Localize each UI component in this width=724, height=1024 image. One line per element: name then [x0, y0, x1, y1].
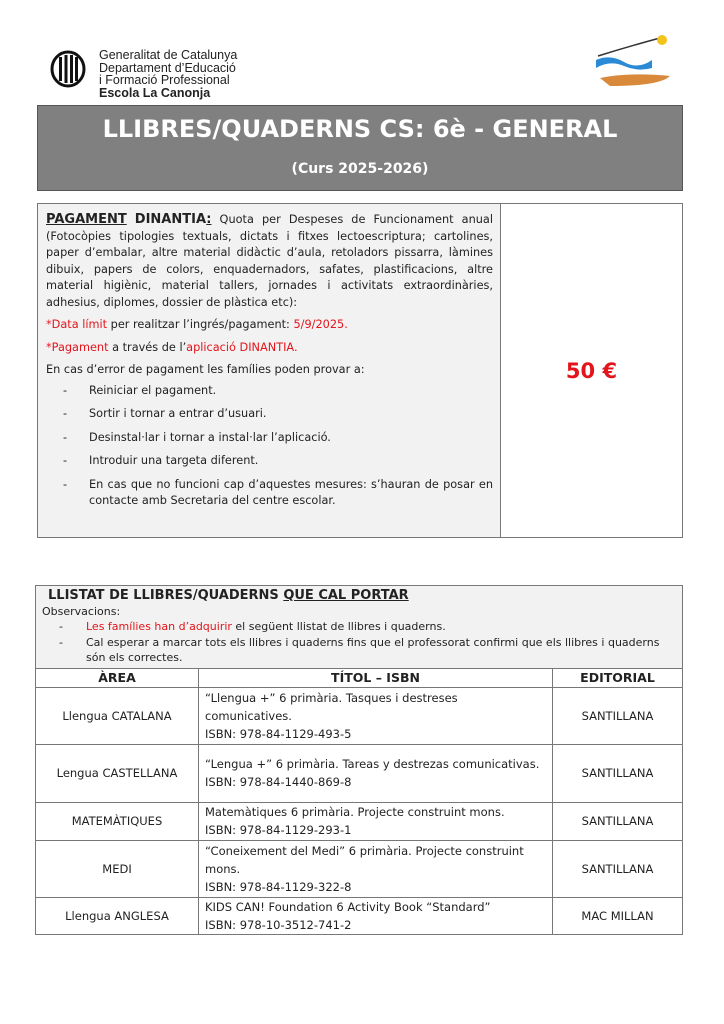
list-item: - Desinstal·lar i tornar a instal·lar l’aplicació. — [46, 430, 493, 447]
obs-red: Les famílies han d’adquirir — [86, 620, 232, 633]
cell-area: Llengua ANGLESA — [36, 897, 199, 934]
payment-amount: 50 € — [565, 358, 618, 383]
cell-title — [199, 840, 553, 897]
list-item: - Cal esperar a marcar tots els llibres i quaderns fins que el professorat confirmi que els llibres i quaderns són els correctes. — [42, 635, 676, 666]
cell-title — [199, 687, 553, 744]
cell-title — [199, 802, 553, 840]
list-item: - Sortir i tornar a entrar d’usuari. — [46, 406, 493, 423]
books-header — [36, 586, 683, 669]
payment-heading-dinantia: DINANTIA — [134, 212, 207, 227]
payment-section — [37, 203, 683, 538]
method-text: a través de l’ — [108, 340, 187, 354]
errors-list — [46, 383, 493, 510]
table-header — [36, 668, 683, 687]
cell-area: MATEMÀTIQUES — [36, 802, 199, 840]
table-row — [36, 840, 683, 897]
errors-intro: En cas d’error de pagament les famílies poden provar a: — [46, 363, 365, 376]
table-row — [36, 897, 683, 934]
cell-editorial: MAC MILLAN — [553, 897, 683, 934]
payment-method — [46, 340, 493, 357]
book-title: KIDS CAN! Foundation 6 Activity Book “Standard” — [205, 899, 491, 914]
deadline-date: 5/9/2025. — [293, 318, 348, 331]
list-item: - Introduir una targeta diferent. — [46, 453, 493, 470]
table-row — [36, 744, 683, 802]
observations-list — [42, 619, 676, 666]
generalitat-logo — [50, 50, 86, 88]
course-year: (Curs 2025-2026) — [291, 161, 429, 177]
school-name: Escola La Canonja — [99, 85, 211, 100]
deadline-text: per realitzar l’ingrés/pagament: — [107, 318, 294, 331]
payment-details — [38, 204, 501, 537]
book-title: “Coneixement del Medi” 6 primària. Projecte construint mons. — [205, 843, 524, 876]
cell-area: Llengua CATALANA — [36, 687, 199, 744]
book-isbn: ISBN: 978-10-3512-741-2 — [205, 917, 352, 932]
list-item: - En cas que no funcioni cap d’aquestes mesures: s’hauran de posar en contacte amb Secretaria del centre escolar. — [46, 477, 493, 510]
book-title: Matemàtiques 6 primària. Projecte construint mons. — [205, 805, 505, 819]
deadline-label: *Data límit — [46, 318, 108, 331]
book-isbn: ISBN: 978-84-1440-869-8 — [205, 775, 352, 789]
page-title: LLIBRES/QUADERNS CS: 6è - GENERAL — [102, 115, 618, 143]
column-header: EDITORIAL — [553, 668, 683, 687]
org-line: Generalitat de Catalunya — [99, 48, 238, 62]
obs-text: el següent llistat de llibres i quaderns. — [231, 620, 446, 633]
column-header: ÀREA — [36, 668, 199, 687]
book-title: “Llengua +” 6 primària. Tasques i destreses comunicatives. — [205, 690, 458, 723]
book-isbn: ISBN: 978-84-1129-322-8 — [205, 879, 352, 894]
org-line: i Formació Professional — [99, 73, 230, 87]
column-header: TÍTOL – ISBN — [199, 668, 553, 687]
cell-editorial: SANTILLANA — [553, 687, 683, 744]
cell-title — [199, 897, 553, 934]
cell-editorial: SANTILLANA — [553, 802, 683, 840]
method-label: *Pagament — [46, 340, 109, 354]
organization-name — [99, 49, 237, 99]
book-isbn: ISBN: 978-84-1129-493-5 — [205, 726, 352, 741]
heading-underlined: QUE CAL PORTAR — [283, 588, 409, 603]
school-logo — [590, 34, 676, 90]
method-app: aplicació DINANTIA. — [186, 340, 298, 354]
cell-area: Lengua CASTELLANA — [36, 744, 199, 802]
book-isbn: ISBN: 978-84-1129-293-1 — [205, 823, 352, 837]
description-text: Quota per Despeses de Funcionament anual (Fotocòpies tipologies textuals, dictats i fitxes lectoescriptura; cartolines, paper d’embalar, altre material didàctic d’aula, retoladors pissarra, làmines dibuix, papers de colors, enquadernadors, safates, plastificacions, altre material higiènic, material tallers, jornades i activitats extraordinàries, adhesius, diplomes, dossier de plàstica etc): — [46, 213, 493, 309]
table-row — [36, 687, 683, 744]
table-row — [36, 802, 683, 840]
observations-label: Observacions: — [42, 604, 121, 618]
books-heading — [42, 588, 676, 604]
payment-heading: PAGAMENT — [46, 212, 127, 227]
books-table — [35, 585, 683, 935]
cell-editorial: SANTILLANA — [553, 840, 683, 897]
cell-title — [199, 744, 553, 802]
cell-area: MEDI — [36, 840, 199, 897]
org-line: Departament d’Educació — [99, 60, 236, 75]
payment-description — [46, 212, 493, 311]
title-banner — [37, 105, 683, 191]
cell-editorial: SANTILLANA — [553, 744, 683, 802]
heading-colon: : — [206, 212, 212, 227]
heading-text: LLISTAT DE LLIBRES/QUADERNS — [48, 588, 284, 603]
deadline — [46, 317, 493, 334]
book-title: “Lengua +” 6 primària. Tareas y destrezas comunicativas. — [205, 757, 540, 771]
list-item: - Reiniciar el pagament. — [46, 383, 493, 400]
list-item — [42, 619, 676, 635]
